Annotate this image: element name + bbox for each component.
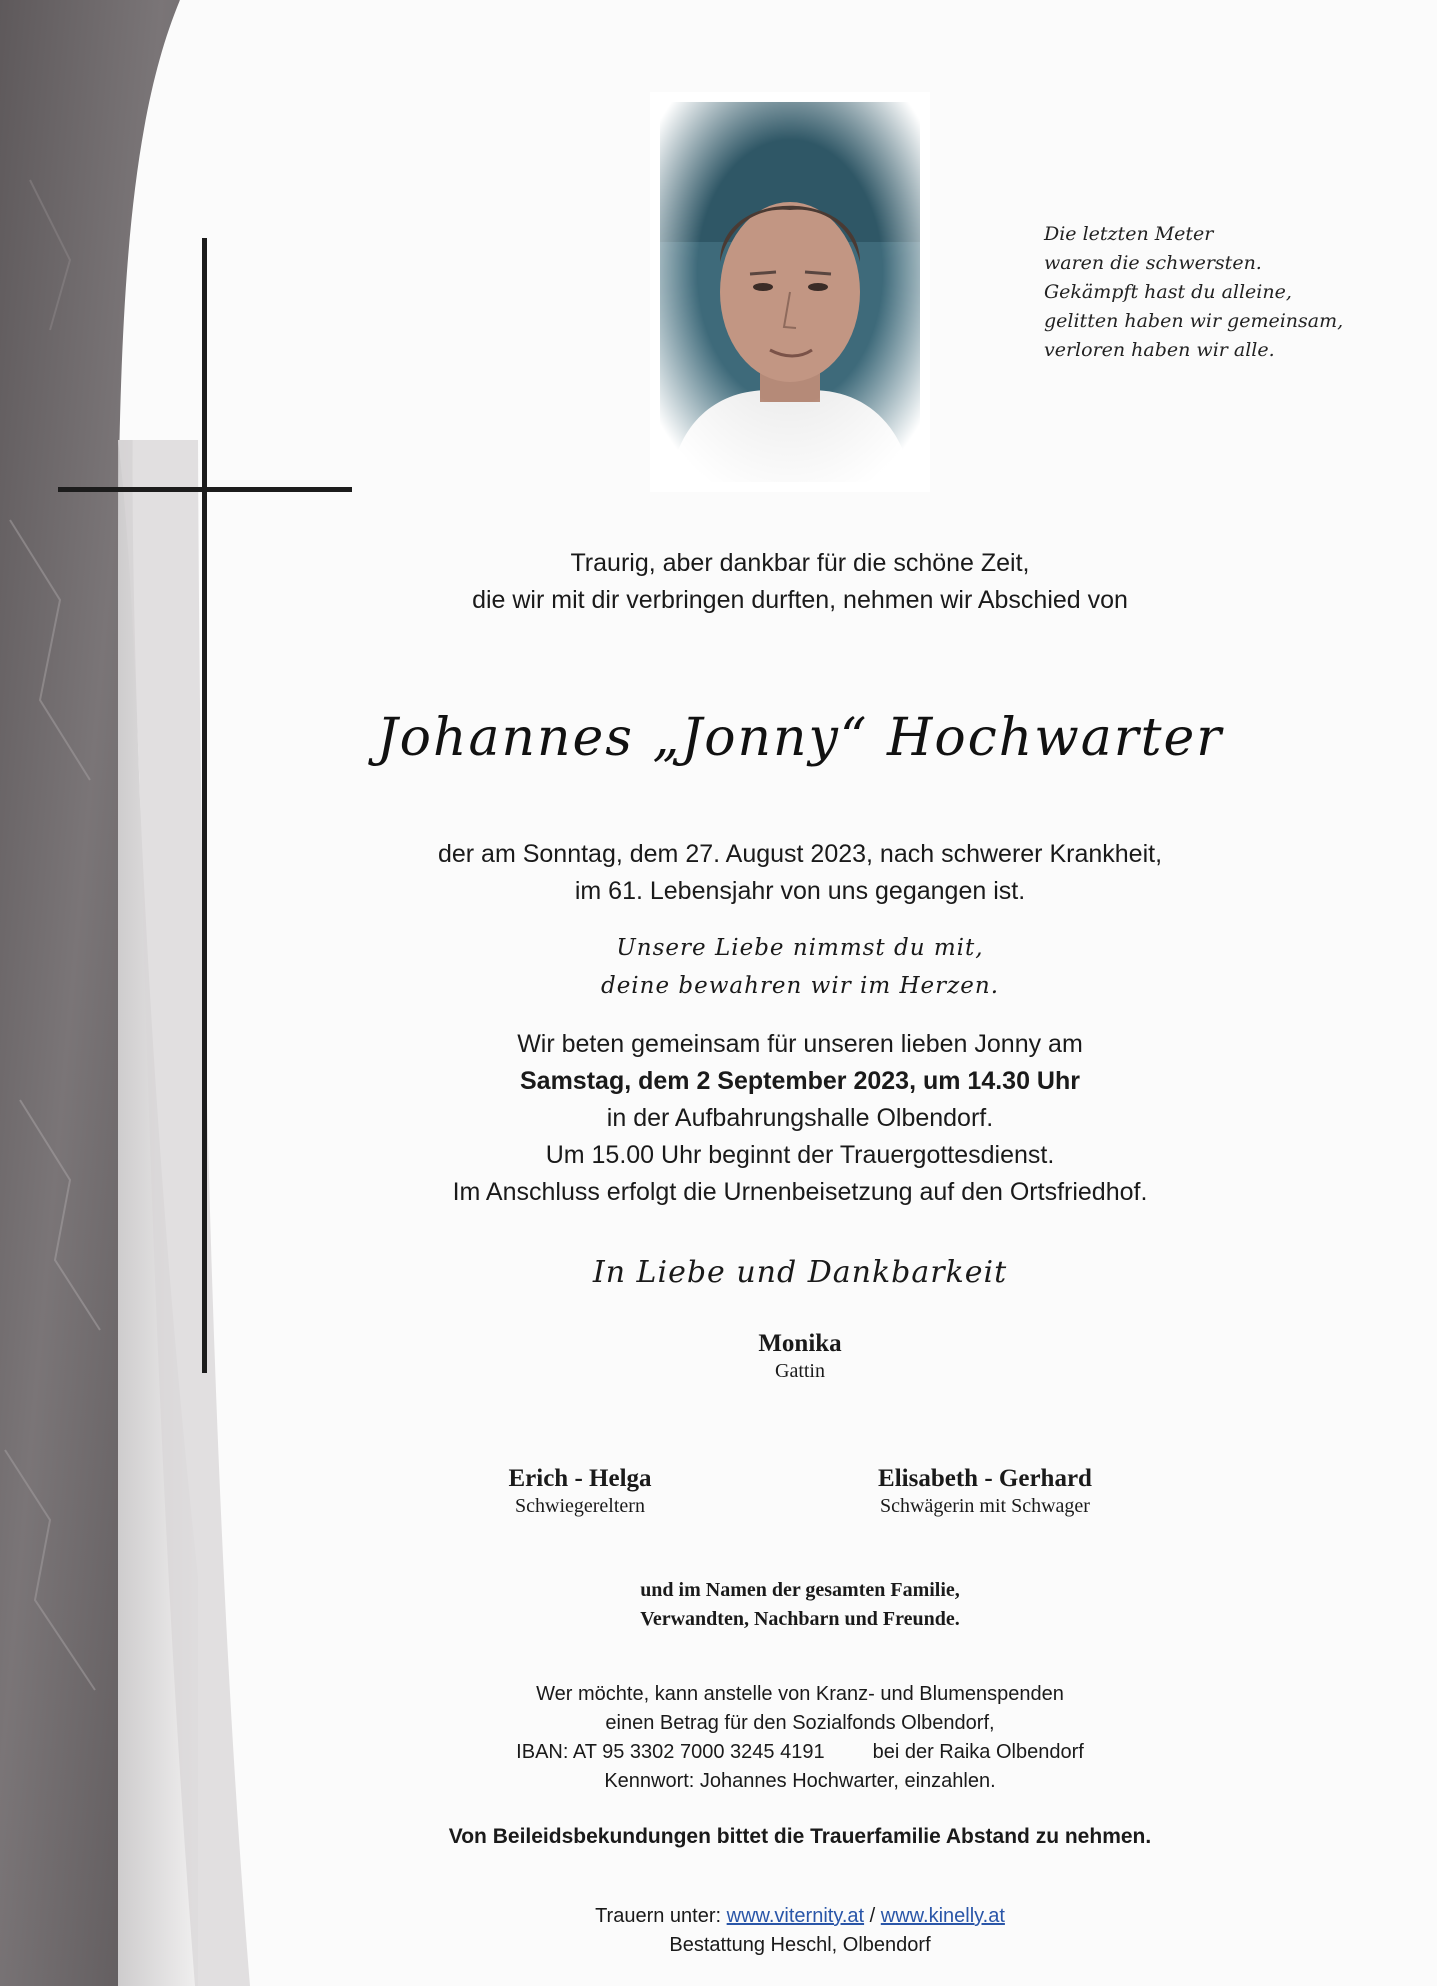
verse bbox=[400, 929, 1200, 1005]
funeral-home: Bestattung Heschl, Olbendorf bbox=[669, 1934, 931, 1956]
iban: IBAN: AT 95 3302 7000 3245 4191 bbox=[516, 1741, 825, 1763]
mourner-name: Elisabeth - Gerhard bbox=[878, 1465, 1092, 1492]
verse-line: deine bewahren wir im Herzen. bbox=[600, 973, 1000, 999]
footer-links-line bbox=[430, 1902, 1170, 1931]
link-kinelly[interactable]: www.kinelly.at bbox=[880, 1905, 1005, 1927]
footer-prefix: Trauern unter: bbox=[595, 1905, 722, 1927]
quote-block bbox=[1044, 220, 1374, 365]
mourner-name: Monika bbox=[758, 1330, 842, 1357]
verse-line: Unsere Liebe nimmst du mit, bbox=[616, 935, 984, 961]
deceased-name: Johannes „Jonny“ Hochwarter bbox=[376, 708, 1224, 768]
donation-bank-line bbox=[380, 1738, 1220, 1767]
quote-line: waren die schwersten. bbox=[1044, 252, 1262, 274]
service-line: Wir beten gemeinsam für unseren lieben Jonny am bbox=[517, 1030, 1083, 1058]
footer-separator: / bbox=[869, 1905, 876, 1927]
mourner-role: Schwägerin mit Schwager bbox=[880, 1495, 1090, 1517]
mourner-role: Schwiegereltern bbox=[515, 1495, 645, 1517]
donation-info bbox=[380, 1680, 1220, 1796]
service-info bbox=[330, 1026, 1270, 1211]
mourner-name: Erich - Helga bbox=[508, 1465, 652, 1492]
death-notice-line: im 61. Lebensjahr von uns gegangen ist. bbox=[574, 877, 1026, 905]
mourner-spouse bbox=[650, 1330, 950, 1383]
service-date: Samstag, dem 2 September 2023, um 14.30 Uhr bbox=[520, 1067, 1080, 1095]
family-line: und im Namen der gesamten Familie, bbox=[640, 1579, 960, 1601]
closing-phrase: In Liebe und Dankbarkeit bbox=[592, 1255, 1008, 1290]
link-viternity[interactable]: www.viternity.at bbox=[726, 1905, 865, 1927]
family-line: Verwandten, Nachbarn und Freunde. bbox=[640, 1608, 960, 1630]
donation-line: einen Betrag für den Sozialfonds Olbendorf, bbox=[605, 1712, 995, 1734]
intro-line: Traurig, aber dankbar für die schöne Zeit, bbox=[570, 549, 1030, 577]
intro-line: die wir mit dir verbringen durften, nehmen wir Abschied von bbox=[472, 586, 1128, 614]
death-notice-line: der am Sonntag, dem 27. August 2023, nach schwerer Krankheit, bbox=[437, 840, 1163, 868]
service-line: Im Anschluss erfolgt die Urnenbeisetzung auf den Ortsfriedhof. bbox=[452, 1178, 1148, 1206]
bank-name: bei der Raika Olbendorf bbox=[872, 1741, 1084, 1763]
portrait-photo bbox=[650, 92, 930, 492]
footer bbox=[430, 1902, 1170, 1960]
quote-line: verloren haben wir alle. bbox=[1044, 339, 1275, 361]
death-notice bbox=[330, 836, 1270, 910]
condolence-request: Von Beileidsbekundungen bittet die Trauerfamilie Abstand zu nehmen. bbox=[448, 1825, 1152, 1848]
service-line: Um 15.00 Uhr beginnt der Trauergottesdienst. bbox=[545, 1141, 1055, 1169]
donation-line: Wer möchte, kann anstelle von Kranz- und Blumenspenden bbox=[536, 1683, 1064, 1705]
quote-line: Die letzten Meter bbox=[1044, 223, 1214, 245]
mourner-parents-in-law bbox=[430, 1465, 730, 1518]
family-signoff bbox=[500, 1576, 1100, 1634]
service-line: in der Aufbahrungshalle Olbendorf. bbox=[606, 1104, 994, 1132]
donation-line: Kennwort: Johannes Hochwarter, einzahlen. bbox=[604, 1770, 996, 1792]
mourner-siblings-in-law bbox=[820, 1465, 1150, 1518]
mourner-role: Gattin bbox=[775, 1360, 825, 1382]
quote-line: Gekämpft hast du alleine, bbox=[1044, 281, 1292, 303]
quote-line: gelitten haben wir gemeinsam, bbox=[1044, 310, 1344, 332]
intro-text bbox=[330, 545, 1270, 619]
